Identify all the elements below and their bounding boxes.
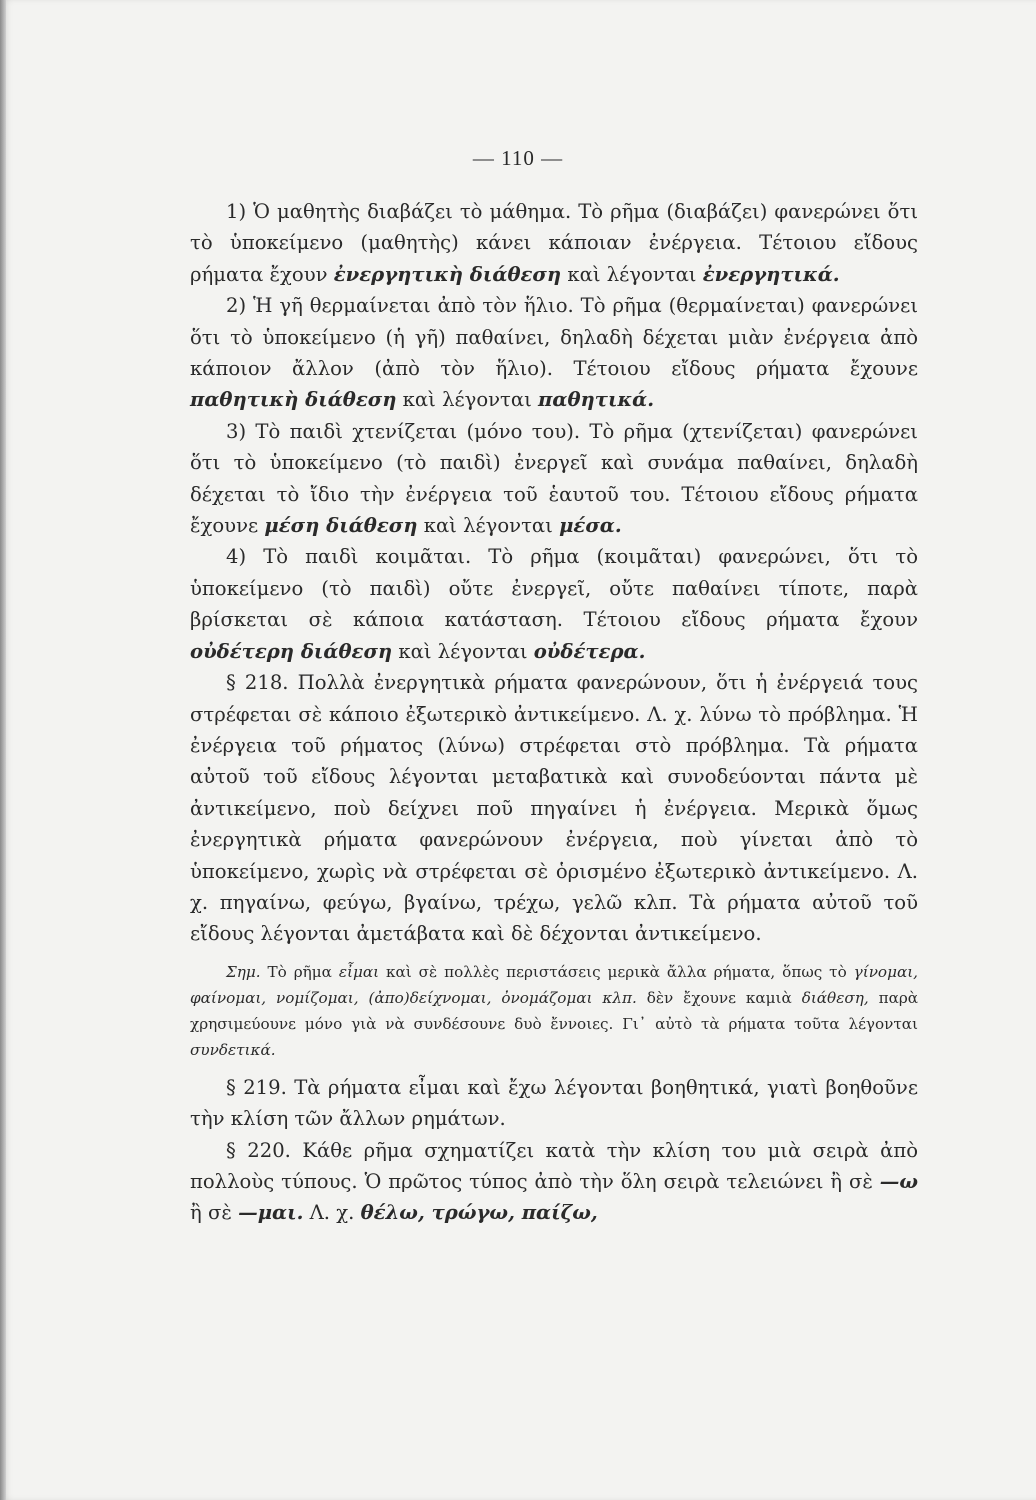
note-label: Σημ. bbox=[226, 962, 261, 981]
term-neuter-diathesis: οὐδέτερη διάθεση bbox=[190, 639, 393, 663]
section-220: § 220. Κάθε ρῆμα σχηματίζει κατὰ τὴν κλίση του μιὰ σειρὰ ἀπὸ πολλοὺς τύπους. Ὁ πρῶτος τύπος ἀπὸ τὴν ὅλη σειρὰ τελειώνει ἢ σὲ —ω ἢ σὲ —μαι. Λ. χ. θέλω, τρώγω, παίζω, bbox=[190, 1138, 918, 1225]
term-neuter: οὐδέτερα. bbox=[533, 639, 646, 663]
paragraph-active-voice: 1) Ὁ μαθητὴς διαβάζει τὸ μάθημα. Τὸ ρῆμα (διαβάζει) φανερώνει ὅτι τὸ ὑποκείμενο (μαθητὴς) κάνει κάποιαν ἐνέργεια. Τέτοιου εἴδους ρήματα ἔχουν ἐνεργητικὴ διάθεση καὶ λέγονται ἐνεργητικά. bbox=[190, 200, 918, 286]
section-219: § 219. Τὰ ρήματα εἶμαι καὶ ἔχω λέγονται βοηθητικά, γιατὶ βοηθοῦνε τὴν κλίση τῶν ἄλλων ρημάτων. bbox=[190, 1075, 918, 1131]
ending-mai: —μαι. bbox=[238, 1201, 304, 1225]
term-middle-diathesis: μέση διάθεση bbox=[264, 514, 418, 538]
page-binding-edge bbox=[0, 0, 6, 1500]
example-verbs: θέλω, τρώγω, παίζω, bbox=[360, 1201, 598, 1225]
term-passive: παθητικά. bbox=[538, 388, 655, 412]
ending-o: —ω bbox=[879, 1169, 918, 1193]
paragraph-neuter-voice: 4) Τὸ παιδὶ κοιμᾶται. Τὸ ρῆμα (κοιμᾶται) φανερώνει, ὅτι τὸ ὑποκείμενο (τὸ παιδὶ) οὔτε ἐνεργεῖ, οὔτε παθαίνει τίποτε, παρὰ βρίσκεται σὲ κάποια κατάσταση. Τέτοιου εἴδους ρήματα ἔχουν οὐδέτερη διάθεση καὶ λέγονται οὐδέτερα. bbox=[190, 545, 918, 663]
text-column bbox=[190, 196, 918, 1229]
section-218: § 218. Πολλὰ ἐνεργητικὰ ρήματα φανερώνουν, ὅτι ἡ ἐνέργειά τους στρέφεται σὲ κάποιο ἐξωτερικὸ ἀντικείμενο. Λ. χ. λύνω τὸ πρόβλημα. Ἡ ἐνέργεια τοῦ ρήματος (λύνω) στρέφεται στὸ πρόβλημα. Τὰ ρήματα αὐτοῦ τοῦ εἴδους λέγονται μεταβατικὰ καὶ συνοδεύονται πάντα μὲ ἀντικείμενο, ποὺ δείχνει ποῦ πηγαίνει ἡ ἐνέργεια. Μερικὰ ὅμως ἐνεργητικὰ ρήματα φανερώνουν ἐνέργεια, ποὺ γίνεται ἀπὸ τὸ ὑποκείμενο, χωρὶς νὰ στρέφεται σὲ ὁρισμένο ἐξωτερικὸ ἀντικείμενο. Λ. χ. πηγαίνω, φεύγω, βγαίνω, τρέχω, γελῶ κλπ. Τὰ ρήματα αὐτοῦ τοῦ εἴδους λέγονται ἀμετάβατα καὶ δὲ δέχονται ἀντικείμενο. bbox=[190, 671, 918, 946]
term-passive-diathesis: παθητικὴ διάθεση bbox=[190, 388, 397, 412]
term-active-diathesis: ἐνεργητικὴ διάθεση bbox=[333, 262, 562, 286]
term-middle: μέσα. bbox=[559, 514, 622, 538]
paragraph-passive-voice: 2) Ἡ γῆ θερμαίνεται ἀπὸ τὸν ἥλιο. Τὸ ρῆμα (θερμαίνεται) φανερώνει ὅτι τὸ ὑποκείμενο (ἡ γῆ) παθαίνει, δηλαδὴ δέχεται μιὰν ἐνέργεια ἀπὸ κάποιον ἄλλον (ἀπὸ τὸν ἥλιο). Τέτοιου εἴδους ρήματα ἔχουνε παθητικὴ διάθεση καὶ λέγονται παθητικά. bbox=[190, 294, 918, 412]
paragraph-middle-voice: 3) Τὸ παιδὶ χτενίζεται (μόνο του). Τὸ ρῆμα (χτενίζεται) φανερώνει ὅτι τὸ ὑποκείμενο (τὸ παιδὶ) ἐνεργεῖ καὶ συνάμα παθαίνει, δηλαδὴ δέχεται τὸ ἴδιο τὴν ἐνέργεια τοῦ ἑαυτοῦ του. Τέτοιου εἴδους ρήματα ἔχουνε μέση διάθεση καὶ λέγονται μέσα. bbox=[190, 419, 918, 538]
page-number: — 110 — bbox=[472, 146, 564, 170]
term-active: ἐνεργητικά. bbox=[702, 262, 840, 286]
note: Σημ. Τὸ ρῆμα εἶμαι καὶ σὲ πολλὲς περιστάσεις μερικὰ ἄλλα ρήματα, ὅπως τὸ γίνομαι, φαίνομαι, νομίζομαι, (ἀπο)δείχνομαι, ὀνομάζομαι κλπ. δὲν ἔχουνε καμιὰ διάθεση, παρὰ χρησιμεύουνε μόνο γιὰ νὰ συνδέσουνε δυὸ ἔννοιες. Γι᾽ αὐτὸ τὰ ρήματα τοῦτα λέγονται συνδετικά. bbox=[190, 962, 919, 1059]
